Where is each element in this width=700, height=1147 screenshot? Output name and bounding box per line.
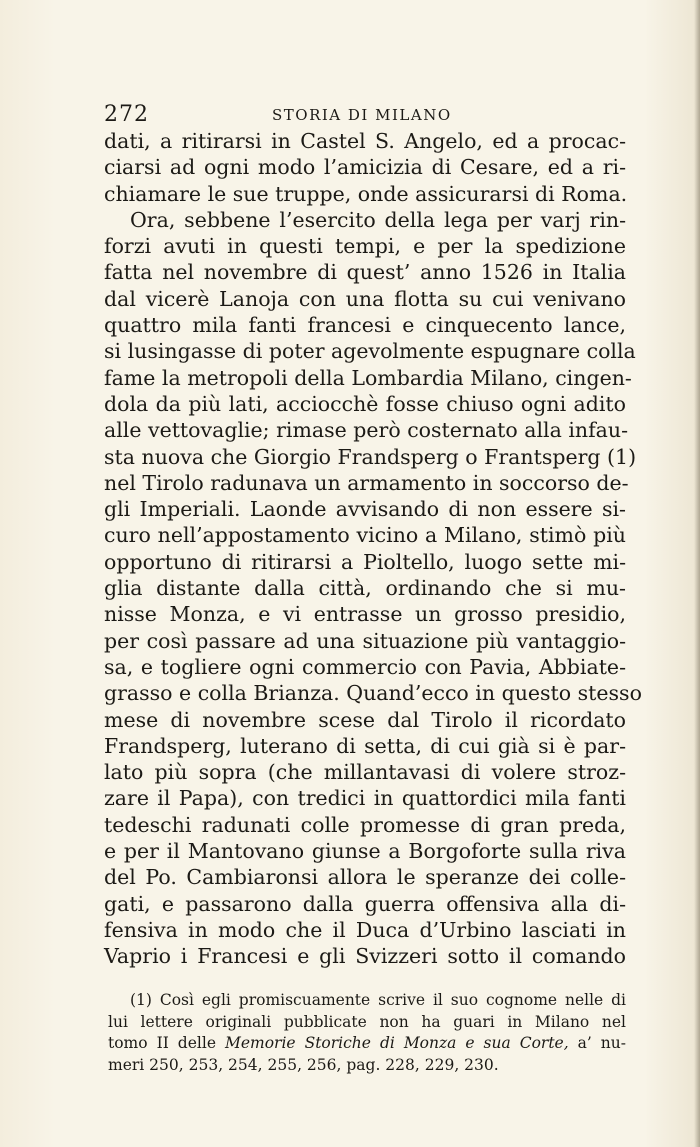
text-line: opportuno di ritirarsi a Pioltello, luogo sette mi- [104,549,626,574]
footnote-text: tomo II delle [108,1034,225,1052]
text-line: alle vettovaglie; rimase però costernato alla infau- [104,418,629,443]
text-line: curo nell’appostamento vicino a Milano, stimò più [104,523,626,548]
page-number: 272 [104,102,149,127]
text-line: Ora, sebbene l’esercito della lega per varj rin- [130,207,626,232]
text-line: mese di novembre scese dal Tirolo il ricordato [104,707,626,732]
footnote-line: lui lettere originali pubblicate non ha guari in Milano nel [108,1012,626,1031]
text-line: nisse Monza, e vi entrasse un grosso presidio, [104,602,626,627]
running-title: STORIA DI MILANO [272,106,452,124]
text-line: gati, e passarono dalla guerra offensiva alla di- [104,891,626,916]
text-line: dal vicerè Lanoja con una flotta su cui venivano [104,286,626,311]
text-line: del Po. Cambiaronsi allora le speranze dei colle- [104,865,626,890]
text-line: grasso e colla Brianza. Quand’ecco in questo stesso [104,681,642,706]
page-header [104,102,624,128]
text-line: forzi avuti in questi tempi, e per la spedizione [104,234,626,259]
text-line: fensiva in modo che il Duca d’Urbino lasciati in [104,917,626,942]
footnote-line [108,1033,626,1055]
text-line: ciarsi ad ogni modo l’amicizia di Cesare, ed a ri- [104,155,626,180]
text-line: zare il Papa), con tredici in quattordici mila fanti [104,786,626,811]
text-line: glia distante dalla città, ordinando che si mu- [104,576,626,601]
text-line: Vaprio i Francesi e gli Svizzeri sotto il comando [104,944,626,969]
footnote-line: (1) Così egli promiscuamente scrive il suo cognome nelle di [130,991,626,1009]
main-text [104,128,642,970]
page-edge-shadow [694,0,700,1147]
footnote-text: a’ nu- [568,1034,626,1052]
footnote-line: meri 250, 253, 254, 255, 256, pag. 228, 229, 230. [108,1055,499,1074]
text-line: sta nuova che Giorgio Frandsperg o Frantsperg (1) [104,444,637,469]
text-line: nel Tirolo radunava un armamento in soccorso de- [104,470,629,495]
text-line: tedeschi radunati colle promesse di gran preda, [104,812,626,837]
text-line: sa, e togliere ogni commercio con Pavia, Abbiate- [104,654,626,679]
text-line: lato più sopra (che millantavasi di volere stroz- [104,760,626,785]
footnote [108,990,626,1076]
text-line: quattro mila fanti francesi e cinquecento lance, [104,313,626,338]
text-line: dola da più lati, acciocchè fosse chiuso ogni adito [104,391,626,416]
text-line: gli Imperiali. Laonde avvisando di non essere si- [104,497,626,522]
text-line: chiamare le sue truppe, onde assicurarsi di Roma. [104,181,628,206]
text-line: fame la metropoli della Lombardia Milano, cingen- [104,365,632,390]
footnote-work-title: Memorie Storiche di Monza e sua Corte, [224,1034,569,1052]
text-line: Frandsperg, luterano di setta, di cui già si è par- [104,733,626,758]
text-line: per così passare ad una situazione più vantaggio- [104,628,626,653]
text-line: e per il Mantovano giunse a Borgoforte sulla riva [104,839,626,864]
text-line: fatta nel novembre di quest’ anno 1526 in Italia [104,260,626,285]
text-line: si lusingasse di poter agevolmente espugnare colla [104,339,636,364]
text-line: dati, a ritirarsi in Castel S. Angelo, ed a procac- [104,129,626,153]
